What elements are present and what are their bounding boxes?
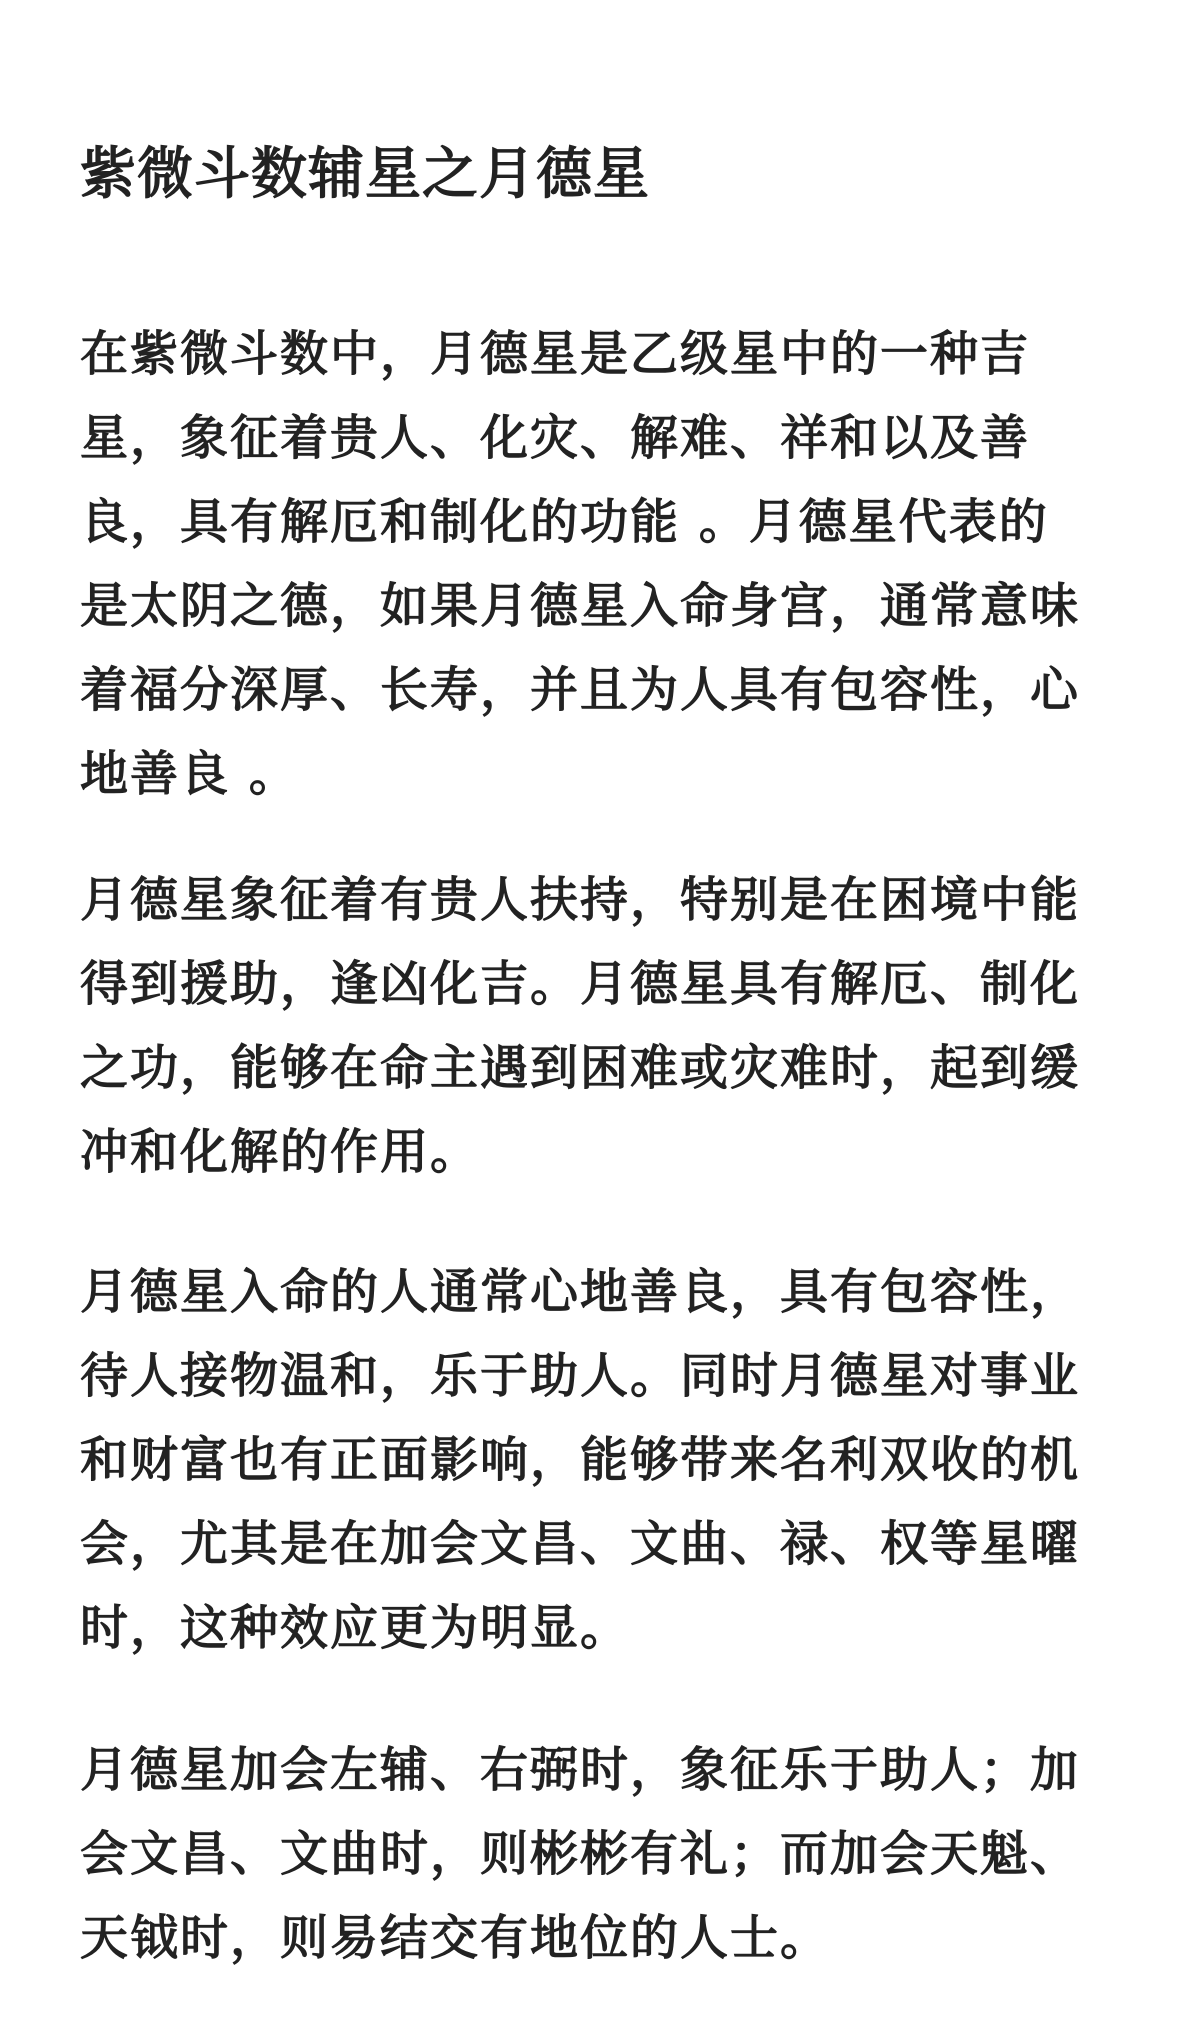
paragraph-4 — [80, 1728, 1099, 1980]
paragraph-line: 和财富也有正面影响，能够带来名利双收的机 — [80, 1432, 1081, 1488]
paragraph-line: 在紫微斗数中，月德星是乙级星中的一种吉 — [80, 326, 1031, 382]
paragraph-line: 冲和化解的作用。 — [80, 1124, 481, 1180]
paragraph-line: 地善良 。 — [80, 746, 299, 802]
paragraph-line: 月德星加会左辅、右弼时，象征乐于助人；加 — [80, 1742, 1081, 1798]
paragraph-line: 会文昌、文曲时，则彬彬有礼；而加会天魁、 — [80, 1826, 1081, 1882]
paragraph-line: 月德星入命的人通常心地善良，具有包容性， — [80, 1264, 1081, 1320]
article-title: 紫微斗数辅星之月德星 — [80, 142, 650, 207]
paragraph-3 — [80, 1250, 1099, 1670]
paragraph-line: 之功，能够在命主遇到困难或灾难时，起到缓 — [80, 1040, 1081, 1096]
paragraph-line: 良，具有解厄和制化的功能 。月德星代表的 — [80, 494, 1049, 550]
paragraph-line: 月德星象征着有贵人扶持，特别是在困境中能 — [80, 872, 1081, 928]
paragraph-2 — [80, 858, 1099, 1194]
paragraph-line: 着福分深厚、长寿，并且为人具有包容性，心 — [80, 662, 1081, 718]
paragraph-1 — [80, 312, 1099, 816]
paragraph-line: 天钺时，则易结交有地位的人士。 — [80, 1910, 831, 1966]
paragraph-line: 时，这种效应更为明显。 — [80, 1600, 631, 1656]
paragraph-line: 会，尤其是在加会文昌、文曲、禄、权等星曜 — [80, 1516, 1081, 1572]
paragraph-line: 星，象征着贵人、化灾、解难、祥和以及善 — [80, 410, 1031, 466]
paragraph-line: 得到援助，逢凶化吉。月德星具有解厄、制化 — [80, 956, 1081, 1012]
paragraph-line: 待人接物温和，乐于助人。同时月德星对事业 — [80, 1348, 1081, 1404]
paragraph-line: 是太阴之德，如果月德星入命身宫，通常意味 — [80, 578, 1081, 634]
